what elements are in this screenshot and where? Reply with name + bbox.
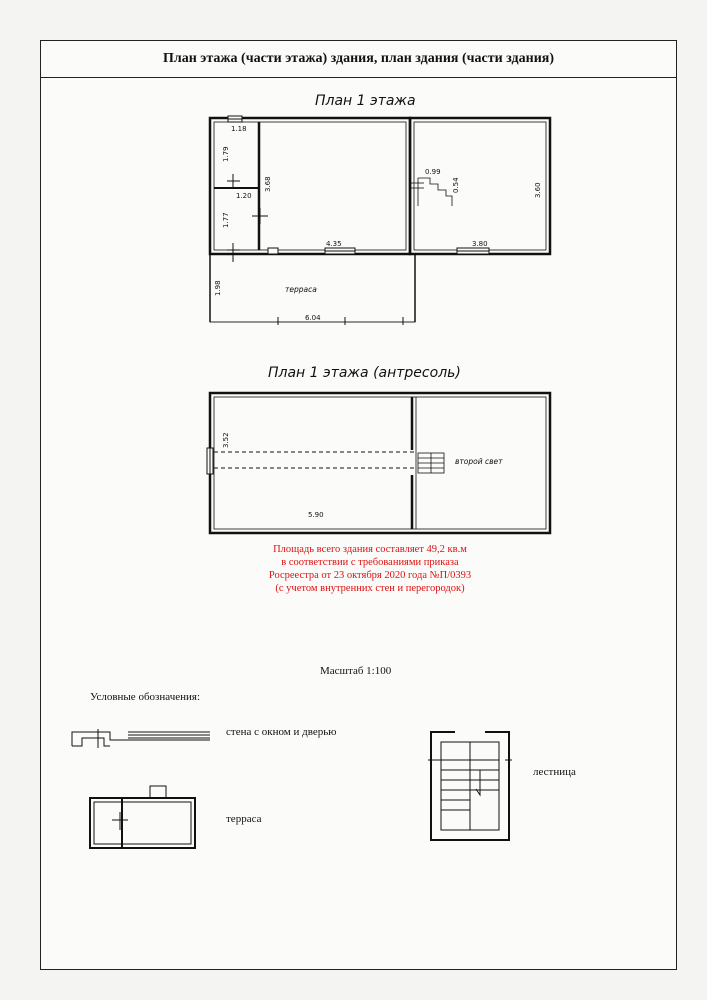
area-note (200, 543, 540, 595)
legend-stairs-symbol (428, 732, 512, 840)
plan1-stairs (410, 178, 452, 206)
dim-1-77: 1.77 (222, 212, 230, 228)
legend-terrace-label: терраса (226, 813, 262, 825)
scale-label: Масштаб 1:100 (320, 665, 392, 677)
legend-stairs-label: лестница (533, 766, 576, 778)
terrace-label: терраса (285, 285, 317, 294)
dim-5-90: 5.90 (308, 511, 324, 519)
area-note-line-4: (с учетом внутренних стен и перегородок) (275, 583, 465, 594)
legend-title: Условные обозначения: (90, 691, 201, 703)
dim-4-35: 4.35 (326, 240, 342, 248)
dim-0-99: 0.99 (425, 168, 441, 176)
dim-3-80: 3.80 (472, 240, 488, 248)
dim-3-68: 3.68 (264, 176, 272, 192)
sheet-title: План этажа (части этажа) здания, план здания (части здания) (40, 40, 677, 78)
legend-wall-symbol (72, 729, 210, 748)
dim-1-18: 1.18 (231, 125, 247, 133)
plan1-walls (210, 116, 550, 325)
dim-3-52: 3.52 (222, 432, 230, 448)
legend-wall-label: стена с окном и дверью (226, 726, 337, 738)
legend-terrace-symbol (90, 786, 195, 848)
area-note-line-2: в соответствии с требованиями приказа (281, 557, 459, 568)
dim-0-54: 0.54 (452, 177, 460, 193)
plan2-caption: План 1 этажа (антресоль) (268, 365, 461, 381)
area-note-line-1: Площадь всего здания составляет 49,2 кв.м (273, 544, 467, 555)
dim-1-79: 1.79 (222, 146, 230, 162)
plan1-caption: План 1 этажа (315, 93, 416, 109)
dim-1-98: 1.98 (214, 280, 222, 296)
dim-6-04: 6.04 (305, 314, 321, 322)
area-note-line-3: Росреестра от 23 октября 2020 года №П/0393 (268, 570, 472, 581)
dim-3-60: 3.60 (534, 182, 542, 198)
dim-1-20: 1.20 (236, 192, 252, 200)
plan2-stairs (418, 453, 444, 473)
second-light-label: второй свет (455, 457, 503, 466)
